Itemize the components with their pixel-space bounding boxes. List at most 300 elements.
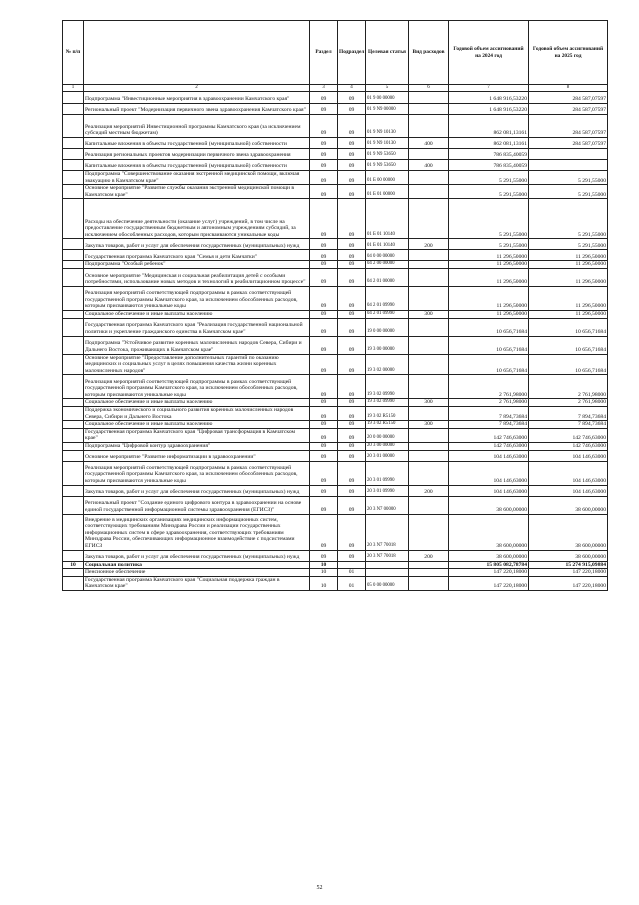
cell-name: Социальная политика [84, 561, 310, 569]
cell-razdel: 09 [310, 318, 338, 336]
cell-num [63, 250, 84, 261]
cell-name: Подпрограмма "Инвестиционные мероприятия в здравоохранении Камчатского края" [84, 92, 310, 104]
table-row [63, 375, 608, 399]
cell-podrazdel: 09 [338, 354, 366, 375]
cell-target-article [366, 569, 409, 577]
cell-num [63, 399, 84, 407]
cell-amount-2024: 11 296,50000 [449, 286, 529, 310]
cell-razdel: 09 [310, 310, 338, 318]
cell-razdel: 10 [310, 569, 338, 577]
cell-name: Реализация мероприятий соответствующей подпрограммы в рамках соответствующей государственной программы Камчатского края, за исключением обособленных расходов, которым присваиваются уникальные коды [84, 375, 310, 399]
cell-name: Подпрограмма "Устойчивое развитие коренных малочисленных народов Севера, Сибири и Дальнего Востока, проживающих в Камчатском крае" [84, 336, 310, 354]
column-number: 2 [84, 85, 310, 92]
cell-expense-type [409, 250, 449, 261]
cell-amount-2025: 142 746,63000 [529, 428, 608, 442]
cell-razdel: 09 [310, 92, 338, 104]
cell-target-article: 01 9 N9 53650 [366, 149, 409, 160]
cell-podrazdel: 09 [338, 485, 366, 496]
cell-target-article: 01 9 N9 10130 [366, 138, 409, 149]
cell-expense-type [409, 569, 449, 577]
cell-num [63, 496, 84, 514]
cell-num [63, 485, 84, 496]
cell-podrazdel: 09 [338, 250, 366, 261]
cell-expense-type [409, 461, 449, 485]
cell-name: Основное мероприятие "Развитие службы оказания экстренной медицинской помощи в Камчатском крае" [84, 185, 310, 199]
cell-amount-2024: 147 220,18000 [449, 569, 529, 577]
cell-amount-2025: 104 146,63000 [529, 485, 608, 496]
cell-target-article: 01 Б 00 00000 [366, 171, 409, 185]
cell-amount-2025: 2 761,98000 [529, 399, 608, 407]
cell-podrazdel: 09 [338, 496, 366, 514]
cell-name: Капитальные вложения в объекты государственной (муниципальной) собственности [84, 160, 310, 171]
cell-podrazdel: 09 [338, 104, 366, 115]
cell-razdel: 09 [310, 406, 338, 420]
cell-amount-2024: 5 291,55000 [449, 199, 529, 239]
table-row [63, 406, 608, 420]
cell-podrazdel: 09 [338, 239, 366, 250]
cell-num [63, 354, 84, 375]
cell-amount-2024: 11 296,50000 [449, 268, 529, 286]
cell-amount-2025: 284 587,07597 [529, 104, 608, 115]
cell-expense-type: 200 [409, 485, 449, 496]
cell-amount-2024: 142 746,63000 [449, 428, 529, 442]
column-number: 5 [366, 85, 409, 92]
table-row [63, 569, 608, 577]
cell-razdel: 09 [310, 375, 338, 399]
cell-amount-2024: 5 291,55000 [449, 239, 529, 250]
cell-razdel: 09 [310, 485, 338, 496]
cell-num [63, 375, 84, 399]
cell-expense-type [409, 561, 449, 569]
page-number: 52 [316, 885, 323, 891]
cell-target-article: 19 3 02 00000 [366, 354, 409, 375]
cell-amount-2025: 10 656,71684 [529, 318, 608, 336]
cell-razdel: 09 [310, 496, 338, 514]
table-row [63, 485, 608, 496]
column-number: 1 [63, 85, 84, 92]
cell-name: Подпрограмма "Цифровой контур здравоохранения" [84, 442, 310, 450]
column-number-row [63, 85, 608, 92]
cell-target-article: 20 3 N7 00000 [366, 496, 409, 514]
cell-amount-2025: 284 587,07597 [529, 115, 608, 138]
cell-expense-type [409, 104, 449, 115]
cell-podrazdel: 01 [338, 569, 366, 577]
cell-num [63, 286, 84, 310]
cell-podrazdel: 09 [338, 310, 366, 318]
cell-target-article: 20 0 00 00000 [366, 428, 409, 442]
cell-amount-2024: 104 146,63000 [449, 485, 529, 496]
cell-name: Государственная программа Камчатского края "Реализация государственной национальной политики и укрепление гражданского единства в Камчатском крае" [84, 318, 310, 336]
cell-amount-2024: 142 746,63000 [449, 442, 529, 450]
cell-razdel: 09 [310, 461, 338, 485]
cell-amount-2025: 38 600,00000 [529, 496, 608, 514]
cell-razdel: 09 [310, 286, 338, 310]
budget-table [62, 20, 608, 591]
table-row [63, 354, 608, 375]
cell-num [63, 160, 84, 171]
cell-razdel: 10 [310, 576, 338, 590]
cell-podrazdel: 09 [338, 406, 366, 420]
cell-razdel: 09 [310, 185, 338, 199]
cell-amount-2024: 862 081,13161 [449, 115, 529, 138]
table-body [63, 92, 608, 591]
column-number: 3 [310, 85, 338, 92]
cell-razdel: 09 [310, 171, 338, 185]
cell-expense-type [409, 318, 449, 336]
cell-amount-2024: 1 648 916,53220 [449, 104, 529, 115]
table-row [63, 239, 608, 250]
table-row [63, 160, 608, 171]
table-row [63, 461, 608, 485]
cell-num [63, 442, 84, 450]
cell-target-article: 04 2 01 09990 [366, 310, 409, 318]
cell-name: Капитальные вложения в объекты государственной (муниципальной) собственности [84, 138, 310, 149]
cell-amount-2024: 5 291,55000 [449, 185, 529, 199]
header-year-2024: Годовой объем ассигнований на 2024 год [449, 21, 529, 85]
cell-name: Государственная программа Камчатского края "Семья и дети Камчатки" [84, 250, 310, 261]
cell-podrazdel: 09 [338, 318, 366, 336]
cell-target-article: 19 3 00 00000 [366, 336, 409, 354]
cell-expense-type [409, 185, 449, 199]
cell-amount-2024: 104 146,63000 [449, 461, 529, 485]
cell-podrazdel: 09 [338, 421, 366, 429]
cell-target-article: 04 2 01 09990 [366, 286, 409, 310]
cell-podrazdel: 09 [338, 450, 366, 461]
cell-amount-2025: 7 894,73684 [529, 406, 608, 420]
cell-podrazdel: 09 [338, 336, 366, 354]
cell-name: Социальное обеспечение и иные выплаты населению [84, 399, 310, 407]
table-row [63, 514, 608, 550]
cell-amount-2024: 104 146,63000 [449, 450, 529, 461]
header-year-2025: Годовой объем ассигнований на 2025 год [529, 21, 608, 85]
cell-target-article: 01 9 N9 00000 [366, 104, 409, 115]
cell-amount-2024: 5 291,55000 [449, 171, 529, 185]
cell-target-article: 20 3 00 00000 [366, 442, 409, 450]
table-row [63, 561, 608, 569]
cell-razdel: 09 [310, 550, 338, 561]
cell-amount-2024: 11 296,50000 [449, 310, 529, 318]
cell-expense-type [409, 261, 449, 269]
cell-num [63, 104, 84, 115]
cell-razdel: 09 [310, 442, 338, 450]
cell-razdel: 09 [310, 115, 338, 138]
cell-num [63, 185, 84, 199]
cell-name: Поддержка экономического и социального развития коренных малочисленных народов Севера, Сибири и Дальнего Востока [84, 406, 310, 420]
cell-amount-2025: 284 587,07597 [529, 92, 608, 104]
cell-target-article: 19 3 02 R5150 [366, 406, 409, 420]
cell-amount-2024: 786 835,40059 [449, 160, 529, 171]
header-row [63, 21, 608, 85]
cell-target-article: 01 9 N9 53650 [366, 160, 409, 171]
cell-amount-2024: 147 220,18000 [449, 576, 529, 590]
cell-podrazdel: 09 [338, 461, 366, 485]
cell-target-article: 20 3 N7 70018 [366, 550, 409, 561]
cell-target-article: 01 Б 01 10140 [366, 239, 409, 250]
cell-amount-2025 [529, 160, 608, 171]
cell-name: Реализация региональных проектов модернизации первичного звена здравоохранения [84, 149, 310, 160]
cell-razdel: 09 [310, 268, 338, 286]
cell-target-article: 20 3 N7 70018 [366, 514, 409, 550]
cell-amount-2025: 2 761,98000 [529, 375, 608, 399]
cell-num [63, 171, 84, 185]
cell-razdel: 09 [310, 239, 338, 250]
cell-amount-2024: 11 296,50000 [449, 261, 529, 269]
column-number: 4 [338, 85, 366, 92]
header-num: № п/п [63, 21, 84, 85]
cell-name: Основное мероприятие "Развитие информатизации в здравоохранении" [84, 450, 310, 461]
cell-name: Социальное обеспечение и иные выплаты населению [84, 421, 310, 429]
cell-expense-type: 300 [409, 310, 449, 318]
cell-amount-2025: 5 291,55000 [529, 185, 608, 199]
cell-expense-type [409, 442, 449, 450]
cell-expense-type [409, 428, 449, 442]
cell-razdel: 09 [310, 399, 338, 407]
cell-amount-2024: 38 600,00000 [449, 514, 529, 550]
cell-target-article: 01 9 00 00000 [366, 92, 409, 104]
table-row [63, 115, 608, 138]
table-row [63, 336, 608, 354]
cell-amount-2024: 7 894,73684 [449, 406, 529, 420]
cell-num [63, 310, 84, 318]
cell-target-article: 19 3 02 09990 [366, 399, 409, 407]
cell-num [63, 318, 84, 336]
cell-razdel: 10 [310, 561, 338, 569]
cell-target-article: 19 3 02 R5150 [366, 421, 409, 429]
cell-amount-2025: 11 296,50000 [529, 286, 608, 310]
cell-podrazdel: 09 [338, 171, 366, 185]
table-row [63, 171, 608, 185]
cell-podrazdel: 09 [338, 160, 366, 171]
cell-amount-2025: 147 220,18000 [529, 576, 608, 590]
header-target-article: Целевая статья [366, 21, 409, 85]
cell-amount-2025: 11 296,50000 [529, 250, 608, 261]
cell-expense-type: 300 [409, 399, 449, 407]
cell-amount-2024: 38 600,00000 [449, 550, 529, 561]
cell-num [63, 261, 84, 269]
cell-target-article: 19 0 00 00000 [366, 318, 409, 336]
cell-num: 10 [63, 561, 84, 569]
cell-name: Основное мероприятие "Предоставление дополнительных гарантий по оказанию медицинских и социальных услуг в целях повышения качества жизни коренных малочисленных народов" [84, 354, 310, 375]
cell-num [63, 199, 84, 239]
cell-amount-2025: 5 291,55000 [529, 239, 608, 250]
header-name [84, 21, 310, 85]
cell-expense-type [409, 171, 449, 185]
cell-num [63, 550, 84, 561]
cell-expense-type [409, 406, 449, 420]
cell-podrazdel: 09 [338, 428, 366, 442]
cell-num [63, 92, 84, 104]
cell-razdel: 09 [310, 421, 338, 429]
cell-expense-type: 300 [409, 421, 449, 429]
cell-expense-type [409, 115, 449, 138]
cell-expense-type [409, 450, 449, 461]
table-row [63, 92, 608, 104]
table-row [63, 442, 608, 450]
cell-podrazdel: 09 [338, 261, 366, 269]
cell-name: Пенсионное обеспечение [84, 569, 310, 577]
column-number: 6 [409, 85, 449, 92]
table-row [63, 496, 608, 514]
cell-name: Региональный проект "Создание единого цифрового контура в здравоохранении на основе единой государственной информационной системы здравоохранения (ЕГИСЗ)" [84, 496, 310, 514]
cell-amount-2024: 10 656,71684 [449, 336, 529, 354]
table-row [63, 268, 608, 286]
cell-razdel: 09 [310, 199, 338, 239]
cell-name: Подпрограмма "Совершенствование оказания экстренной медицинской помощи, включая эвакуацию в Камчатском крае" [84, 171, 310, 185]
cell-amount-2025: 38 600,00000 [529, 514, 608, 550]
cell-podrazdel: 09 [338, 442, 366, 450]
table-row [63, 421, 608, 429]
cell-target-article [366, 561, 409, 569]
cell-num [63, 569, 84, 577]
cell-num [63, 428, 84, 442]
cell-podrazdel: 09 [338, 375, 366, 399]
table-row [63, 318, 608, 336]
cell-podrazdel [338, 561, 366, 569]
cell-target-article: 20 3 01 09990 [366, 461, 409, 485]
table-row [63, 250, 608, 261]
cell-expense-type [409, 92, 449, 104]
cell-razdel: 09 [310, 450, 338, 461]
cell-podrazdel: 09 [338, 185, 366, 199]
cell-num [63, 268, 84, 286]
cell-amount-2024: 786 835,40059 [449, 149, 529, 160]
cell-razdel: 09 [310, 354, 338, 375]
cell-amount-2024: 38 600,00000 [449, 496, 529, 514]
cell-name: Основное мероприятие "Медицинская и социальная реабилитация детей с особыми потребностями, использование новых методов и технологий в реабилитационном процессе" [84, 268, 310, 286]
cell-num [63, 336, 84, 354]
cell-razdel: 09 [310, 149, 338, 160]
cell-name: Реализация мероприятий Инвестиционной программы Камчатского края (за исключением субсидий местным бюджетам) [84, 115, 310, 138]
table-row [63, 286, 608, 310]
cell-podrazdel: 09 [338, 399, 366, 407]
cell-podrazdel: 09 [338, 286, 366, 310]
cell-amount-2025 [529, 149, 608, 160]
cell-amount-2024: 1 648 916,53220 [449, 92, 529, 104]
cell-amount-2025: 11 296,50000 [529, 261, 608, 269]
cell-expense-type: 200 [409, 239, 449, 250]
cell-target-article: 04 2 01 00000 [366, 268, 409, 286]
cell-expense-type [409, 354, 449, 375]
column-number: 7 [449, 85, 529, 92]
table-row [63, 261, 608, 269]
header-podrazdel: Подраздел [338, 21, 366, 85]
cell-amount-2024: 2 761,98000 [449, 375, 529, 399]
cell-name: Реализация мероприятий соответствующей подпрограммы в рамках соответствующей государственной программы Камчатского края, за исключением обособленных расходов, которым присваиваются уникальные коды [84, 286, 310, 310]
cell-razdel: 09 [310, 261, 338, 269]
cell-expense-type [409, 268, 449, 286]
cell-amount-2024: 2 761,98000 [449, 399, 529, 407]
cell-amount-2025: 11 296,50000 [529, 310, 608, 318]
cell-target-article: 04 0 00 00000 [366, 250, 409, 261]
column-number: 8 [529, 85, 608, 92]
cell-num [63, 576, 84, 590]
cell-podrazdel: 09 [338, 138, 366, 149]
cell-num [63, 514, 84, 550]
cell-target-article: 20 3 01 09990 [366, 485, 409, 496]
cell-num [63, 115, 84, 138]
table-row [63, 185, 608, 199]
cell-amount-2025: 5 291,55000 [529, 199, 608, 239]
table-row [63, 576, 608, 590]
cell-amount-2024: 7 894,73684 [449, 421, 529, 429]
cell-amount-2025: 104 146,63000 [529, 450, 608, 461]
cell-podrazdel: 09 [338, 550, 366, 561]
cell-razdel: 09 [310, 250, 338, 261]
cell-name: Внедрение в медицинских организациях медицинских информационных систем, соответствующих требованиям Минздрава России и реализации государственных информационных систем в сфере здравоохранения, соответствующих требованиям Минздрава России, обеспечивающих информационное взаимодействие с подсистемами ЕГИСЗ [84, 514, 310, 550]
cell-name: Закупка товаров, работ и услуг для обеспечения государственных (муниципальных) нужд [84, 485, 310, 496]
cell-target-article: 01 Б 01 10140 [366, 199, 409, 239]
cell-amount-2025: 10 656,71684 [529, 354, 608, 375]
cell-num [63, 421, 84, 429]
cell-num [63, 461, 84, 485]
cell-amount-2025: 284 587,07597 [529, 138, 608, 149]
cell-amount-2025: 15 274 915,09884 [529, 561, 608, 569]
cell-num [63, 406, 84, 420]
budget-table-sheet [62, 20, 607, 591]
cell-expense-type: 200 [409, 550, 449, 561]
cell-razdel: 09 [310, 160, 338, 171]
cell-amount-2025: 142 746,63000 [529, 442, 608, 450]
cell-num [63, 450, 84, 461]
cell-expense-type [409, 514, 449, 550]
cell-num [63, 239, 84, 250]
cell-num [63, 149, 84, 160]
cell-name: Социальное обеспечение и иные выплаты населению [84, 310, 310, 318]
cell-amount-2024: 15 805 082,78784 [449, 561, 529, 569]
cell-amount-2025: 38 600,00000 [529, 550, 608, 561]
cell-podrazdel: 09 [338, 149, 366, 160]
cell-target-article: 01 Б 01 00000 [366, 185, 409, 199]
cell-num [63, 138, 84, 149]
cell-amount-2025: 5 291,55000 [529, 171, 608, 185]
cell-amount-2024: 10 656,71684 [449, 354, 529, 375]
cell-expense-type [409, 496, 449, 514]
cell-name: Расходы на обеспечение деятельности (оказание услуг) учреждений, в том числе на предоставление государственным бюджетным и автономным учреждениям субсидий, за исключением обособленных расходов, которым присваиваются уникальные коды [84, 199, 310, 239]
cell-target-article: 19 3 02 09990 [366, 375, 409, 399]
cell-razdel: 09 [310, 428, 338, 442]
header-expense-type: Вид расходов [409, 21, 449, 85]
cell-amount-2025: 11 296,50000 [529, 268, 608, 286]
table-row [63, 310, 608, 318]
cell-name: Государственная программа Камчатского края "Цифровая трансформация в Камчатском крае" [84, 428, 310, 442]
cell-podrazdel: 09 [338, 199, 366, 239]
cell-podrazdel: 09 [338, 92, 366, 104]
cell-amount-2025: 10 656,71684 [529, 336, 608, 354]
cell-target-article: 05 0 00 00000 [366, 576, 409, 590]
cell-amount-2025: 147 220,18000 [529, 569, 608, 577]
cell-amount-2024: 862 081,13161 [449, 138, 529, 149]
cell-name: Государственная программа Камчатского края "Социальная поддержка граждан в Камчатском крае" [84, 576, 310, 590]
cell-expense-type [409, 149, 449, 160]
cell-name: Закупка товаров, работ и услуг для обеспечения государственных (муниципальных) нужд [84, 550, 310, 561]
cell-amount-2024: 11 296,50000 [449, 250, 529, 261]
cell-razdel: 09 [310, 104, 338, 115]
table-row [63, 149, 608, 160]
cell-amount-2025: 7 894,73684 [529, 421, 608, 429]
cell-expense-type: 400 [409, 160, 449, 171]
table-row [63, 104, 608, 115]
cell-name: Закупка товаров, работ и услуг для обеспечения государственных (муниципальных) нужд [84, 239, 310, 250]
cell-expense-type [409, 286, 449, 310]
cell-name: Подпрограмма "Особый ребенок" [84, 261, 310, 269]
cell-amount-2024: 10 656,71684 [449, 318, 529, 336]
cell-expense-type: 400 [409, 138, 449, 149]
cell-podrazdel: 09 [338, 115, 366, 138]
table-row [63, 199, 608, 239]
cell-expense-type [409, 336, 449, 354]
table-row [63, 138, 608, 149]
cell-target-article: 01 9 N9 10130 [366, 115, 409, 138]
